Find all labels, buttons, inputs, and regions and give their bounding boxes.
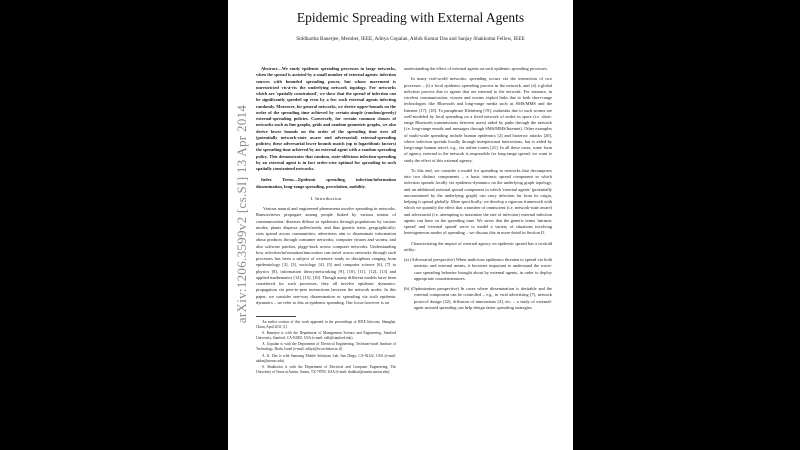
right-column [404, 66, 552, 315]
body-paragraph: In many real-world networks, spreading occurs via the interaction of two processes – (i) a local epidemic spreading process in the network, and (ii) a global infection process due to agents that are external to the network. For instance, in wireless communication, viruses and worms exploit links due to both short-range technologies like Bluetooth and long-range media such as SMS/MMS and the Internet [17], [18]. To paraphrase Kleinberg [19], outbreaks due to such worms are well-modeled by local spreading on a fixed network of nodes in space (i.e. short-range Bluetooth transmissions between users) aided by paths through the network (i.e. long-range emails and messages through SMS/MMS/Internet). Other examples of multi-scale spreading include human epidemics [2] and bioterror attacks [20], where infection spreads locally through interpersonal interactions, but is aided by long-range human travel, e.g., via airline routes [21]. In all these cases, some form of agency external to the network is responsible for long-range spread; we want to study the effect of this external agency. [404, 76, 552, 163]
body-paragraph: understanding the effect of external agents on such epidemic spreading processes. [404, 66, 548, 71]
footnote-separator [256, 316, 296, 317]
intro-paragraph: Various natural and engineered phenomena involve spreading in networks. Rumors/news propagate among people linked by various means of communication; diseases diffuse as epidemics through populations by various modes; plants disperse pollen/seeds, and thus genetic traits, geographically; riots spread across communities; advertisers aim to disseminate information about products through consumer networks; computer viruses and worms, and also software patches, piggy-back across computer networks. Understanding how infection/information/innovation can travel across networks through such processes has been a subject of extensive study in disciplines ranging from epidemiology [2], [3], sociology [4], [5] and computer science [6], [7] to physics [8], information theory/networking [9], [10], [11], [12], [13] and applied mathematics [14], [15], [16]. Though many different models have been considered for such processes, they all involve epidemic dynamics: propagation via peer-to-peer interactions between the network nodes. In this paper, we consider one-way dissemination or spreading via such epidemic dynamics – we refer to this as epidemic spreading. Our focus however is on [256, 206, 396, 305]
footnote: A. K. Das is with Samsung Mobile Solutions Lab, San Diego, CA-92122, USA (e-mail: akdas@utexas.edu). [256, 353, 396, 363]
list-item: (a) (Adversarial perspective) When malicious epidemics threaten to spread via both intrinsic and external means, it becomes important to understand the worst-case spreading behavior brought about by external agents, in order to deploy appropriate countermeasures. [404, 257, 552, 281]
left-column [256, 66, 396, 376]
body-paragraph: Characterizing the impact of external agency on epidemic spread has a twofold utility: [404, 240, 552, 252]
abstract: Abstract—We study epidemic spreading processes in large networks, when the spread is assisted by a small number of external agents: infection sources with bounded spreading power, but whose movement is unrestricted vis-à-vis the underlying network topology. For networks which are 'spatially constrained', we show that the spread of infection can be significantly speeded up even by a few such external agents infecting randomly. Moreover, for general networks, we derive upper-bounds on the order of the spreading time achieved by certain simple (random/greedy) external-spreading policies. Conversely, for certain common classes of networks such as line graphs, grids and random geometric graphs, we also derive lower bounds on the order of the spreading time over all (potentially network-state aware and adversarial) external-spreading policies; these adversarial lower bounds match (up to logarithmic factors) the spreading time achieved by an external agent with a random spreading policy. This demonstrates that random, state-oblivious infection-spreading by an external agent is in fact order-wise optimal for spreading in such spatially constrained networks. [256, 66, 396, 171]
body-paragraph: To this end, we consider a model for spreading in networks that decomposes into two distinct components – a basic intrinsic spread component in which infection spreads locally via epidemic-dynamics on the underlying graph topology, and an additional external spread component in which 'external agents' (potentially unconstrained by the underlying graph) can carry infection far from its origin, helping it spread globally. More specifically, we develop a rigorous framework with which we quantify the effect that a number of omniscient (i.e. network-state aware) and adversarial (i.e. attempting to maximize the rate of infection) external infection agents can have on the spreading time. We stress that the generic terms 'intrinsic spread' and 'external spread' serve to model a variety of situations involving heterogeneous modes of spreading – we discuss this in more detail in Section II. [404, 167, 552, 236]
paper-title: Epidemic Spreading with External Agents [296, 10, 525, 25]
footnote: A. Gopalan is with the Department of Electrical Engineering, Technion-Israel Institute of Technology, Haifa, Israel (e-mail: aditya@ee.technion.ac.il). [256, 342, 396, 352]
footnote: S. Shakkottai is with the Department of Electrical and Computer Engineering, The University of Texas at Austin, Austin, TX-78705, USA (e-mail: shakkott@austin.utexas.edu). [256, 364, 396, 374]
paper-page [228, 0, 573, 450]
footnote: An earlier version of this work appeared in the proceedings of IEEE Infocom, Shanghai, China, April 2011 [1]. [256, 320, 396, 330]
footnote: S. Banerjee is with the Department of Management Science and Engineering, Stanford University, Stanford, CA-94305, USA (e-mail: sidb@stanford.edu). [256, 331, 396, 341]
paper-authors: Siddhartha Banerjee, Member, IEEE, Aditya Gopalan, Abhik Kumar Das and Sanjay Shakkottai Fellow, IEEE [296, 36, 525, 42]
arxiv-side-label: arXiv:1206.3599v2 [cs.SI] 13 Apr 2014 [234, 104, 249, 324]
list-item: (b) (Optimization perspective) In cases where dissemination is desirable and the external component can be controlled – e.g., in viral advertising [7], network protocol design [22], diffusion of innovations [4], etc. – a study of external-agent assisted spreading can help design faster spreading strategies. [404, 286, 552, 310]
section-heading: I. Introduction [310, 195, 342, 201]
index-terms: Index Terms—Epidemic spreading, infection/information dissemination, long-range spreading, percolation, mobility. [256, 177, 396, 189]
